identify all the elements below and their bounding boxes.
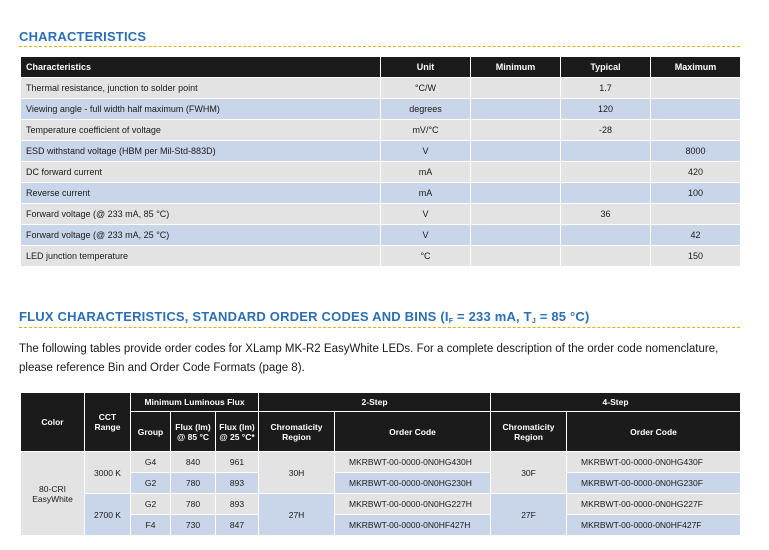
table-row [21, 78, 741, 99]
header-order-code-4: Order Code [567, 412, 741, 452]
cell-maximum: 100 [651, 183, 741, 204]
header-2-step: 2-Step [259, 393, 491, 412]
header-characteristics: Characteristics [21, 57, 381, 78]
group-cell: G2 [131, 473, 171, 494]
flux85-cell: 780 [171, 473, 216, 494]
cell-typical [561, 141, 651, 162]
characteristics-title: CHARACTERISTICS [19, 29, 147, 44]
group-cell: G4 [131, 452, 171, 473]
header-maximum: Maximum [651, 57, 741, 78]
cell-minimum [471, 183, 561, 204]
region4-cell: 27F [491, 494, 567, 536]
group-cell: G2 [131, 494, 171, 515]
flux85-cell: 780 [171, 494, 216, 515]
characteristics-header-row [21, 57, 741, 78]
cell-typical [561, 183, 651, 204]
cell-typical [561, 162, 651, 183]
cell-typical [561, 246, 651, 267]
flux-title [19, 309, 590, 325]
flux25-cell: 961 [216, 452, 259, 473]
cell-unit: mA [381, 183, 471, 204]
cell-maximum [651, 120, 741, 141]
cct-cell: 2700 K [85, 494, 131, 536]
flux25-cell: 893 [216, 494, 259, 515]
header-flux-25: Flux (lm) @ 25 °C* [216, 412, 259, 452]
cell-unit: mA [381, 162, 471, 183]
cell-typical [561, 225, 651, 246]
header-chromaticity-4: Chromaticity Region [491, 412, 567, 452]
code2-cell: MKRBWT-00-0000-0N0HG227H [335, 494, 491, 515]
table-row [21, 141, 741, 162]
flux85-cell: 730 [171, 515, 216, 536]
table-row [21, 452, 741, 473]
header-group: Group [131, 412, 171, 452]
cell-maximum [651, 99, 741, 120]
cell-characteristic: Viewing angle - full width half maximum (FWHM) [21, 99, 381, 120]
cell-characteristic: Temperature coefficient of voltage [21, 120, 381, 141]
table-row [21, 183, 741, 204]
cell-characteristic: Forward voltage (@ 233 mA, 25 °C) [21, 225, 381, 246]
table-row [21, 494, 741, 515]
flux25-cell: 893 [216, 473, 259, 494]
cell-maximum: 42 [651, 225, 741, 246]
cell-unit: degrees [381, 99, 471, 120]
region2-cell: 30H [259, 452, 335, 494]
flux-description: The following tables provide order codes for XLamp MK-R2 EasyWhite LEDs. For a complete description of the order code nomenclature, please reference Bin and Order Code Formats (page 8). [19, 343, 719, 374]
cell-unit: °C/W [381, 78, 471, 99]
header-color: Color [21, 393, 85, 452]
code4-cell: MKRBWT-00-0000-0N0HG430F [567, 452, 741, 473]
header-flux-85: Flux (lm) @ 85 °C [171, 412, 216, 452]
header-typical: Typical [561, 57, 651, 78]
cell-maximum: 420 [651, 162, 741, 183]
code4-cell: MKRBWT-00-0000-0N0HG227F [567, 494, 741, 515]
cell-minimum [471, 246, 561, 267]
cell-characteristic: Thermal resistance, junction to solder point [21, 78, 381, 99]
cell-minimum [471, 120, 561, 141]
cell-minimum [471, 141, 561, 162]
code2-cell: MKRBWT-00-0000-0N0HG230H [335, 473, 491, 494]
cell-unit: V [381, 204, 471, 225]
header-4-step: 4-Step [491, 393, 741, 412]
characteristics-table [20, 56, 741, 267]
cell-minimum [471, 162, 561, 183]
cell-characteristic: Forward voltage (@ 233 mA, 85 °C) [21, 204, 381, 225]
header-chromaticity-2: Chromaticity Region [259, 412, 335, 452]
flux25-cell: 847 [216, 515, 259, 536]
table-row [21, 225, 741, 246]
cell-maximum: 150 [651, 246, 741, 267]
cell-minimum [471, 225, 561, 246]
cell-unit: mV/°C [381, 120, 471, 141]
header-cct: CCT Range [85, 393, 131, 452]
cell-unit: V [381, 225, 471, 246]
flux-body [21, 452, 741, 536]
flux-header-row-1 [21, 393, 741, 412]
flux85-cell: 840 [171, 452, 216, 473]
region2-cell: 27H [259, 494, 335, 536]
cell-unit: °C [381, 246, 471, 267]
group-cell: F4 [131, 515, 171, 536]
cell-minimum [471, 99, 561, 120]
cell-typical: 1.7 [561, 78, 651, 99]
code4-cell: MKRBWT-00-0000-0N0HG230F [567, 473, 741, 494]
cell-minimum [471, 78, 561, 99]
flux-title-sub-f: F [448, 318, 454, 325]
flux-title-mid: = 233 mA, T [453, 309, 532, 324]
code2-cell: MKRBWT-00-0000-0N0HG430H [335, 452, 491, 473]
flux-title-sub-j: J [531, 318, 536, 325]
cell-typical: 36 [561, 204, 651, 225]
cell-maximum [651, 204, 741, 225]
table-row [21, 162, 741, 183]
cct-cell: 3000 K [85, 452, 131, 494]
header-min-flux: Minimum Luminous Flux [131, 393, 259, 412]
cell-characteristic: LED junction temperature [21, 246, 381, 267]
header-unit: Unit [381, 57, 471, 78]
title-divider [19, 46, 740, 47]
cell-characteristic: ESD withstand voltage (HBM per Mil-Std-883D) [21, 141, 381, 162]
header-order-code-2: Order Code [335, 412, 491, 452]
color-cell: 80-CRI EasyWhite [21, 452, 85, 536]
cell-typical: -28 [561, 120, 651, 141]
cell-unit: V [381, 141, 471, 162]
cell-characteristic: Reverse current [21, 183, 381, 204]
code2-cell: MKRBWT-00-0000-0N0HF427H [335, 515, 491, 536]
table-row [21, 120, 741, 141]
cell-minimum [471, 204, 561, 225]
table-row [21, 204, 741, 225]
cell-characteristic: DC forward current [21, 162, 381, 183]
flux-title-prefix: FLUX CHARACTERISTICS, STANDARD ORDER CODES AND BINS (I [19, 309, 449, 324]
cell-typical: 120 [561, 99, 651, 120]
flux-title-divider [19, 327, 740, 328]
code4-cell: MKRBWT-00-0000-0N0HF427F [567, 515, 741, 536]
flux-title-suffix: = 85 °C) [535, 309, 590, 324]
cell-maximum [651, 78, 741, 99]
table-row [21, 99, 741, 120]
characteristics-body [21, 78, 741, 267]
table-row [21, 246, 741, 267]
flux-table [20, 392, 741, 536]
header-minimum: Minimum [471, 57, 561, 78]
cell-maximum: 8000 [651, 141, 741, 162]
region4-cell: 30F [491, 452, 567, 494]
